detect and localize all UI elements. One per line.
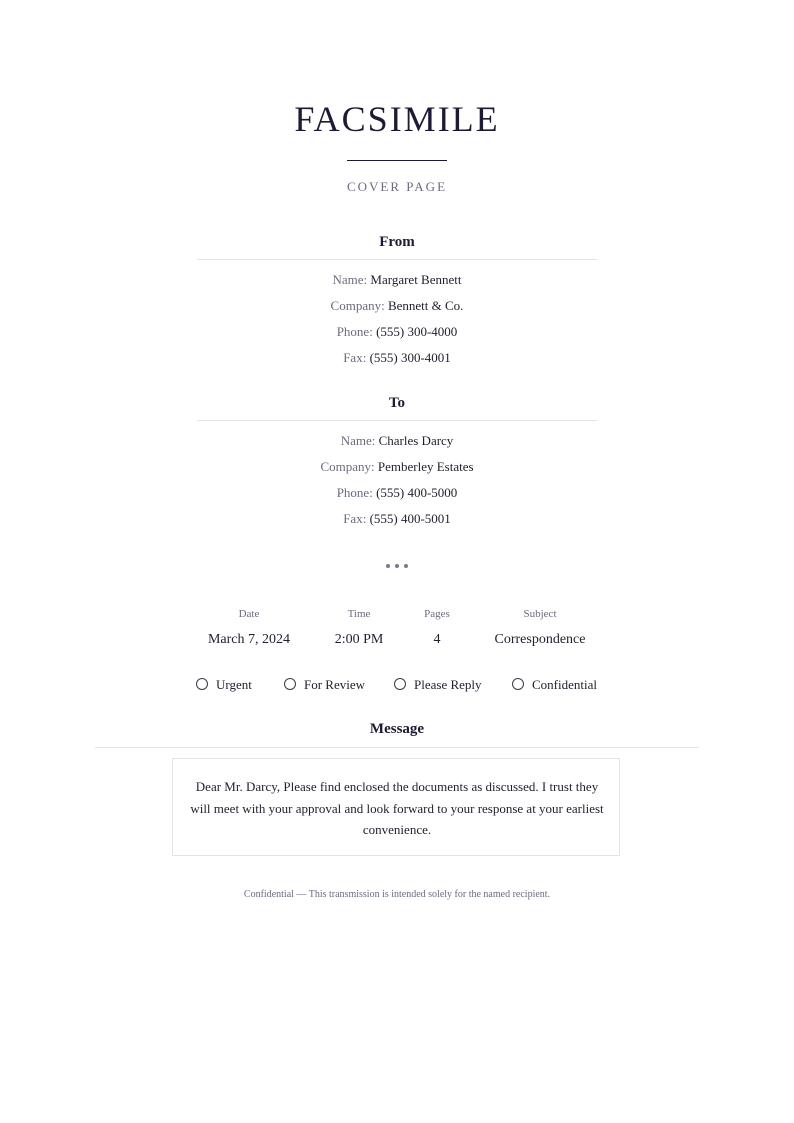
from-phone-label: Phone: xyxy=(336,324,373,339)
from-phone-row xyxy=(0,324,794,340)
confidential-label: Confidential xyxy=(532,677,597,692)
please-reply-label: Please Reply xyxy=(414,677,482,692)
confidentiality-footer: Confidential — This transmission is intended solely for the named recipient. xyxy=(243,889,551,900)
to-company-row xyxy=(0,459,794,475)
message-box xyxy=(172,758,620,856)
title-divider xyxy=(347,160,447,161)
for-review-radio-icon[interactable] xyxy=(284,678,296,690)
ornament-dots xyxy=(385,564,411,570)
date-value: March 7, 2024 xyxy=(207,632,291,647)
from-heading: From xyxy=(379,234,415,250)
to-fax-label: Fax: xyxy=(343,511,367,526)
message-divider xyxy=(95,747,699,748)
to-phone-label: Phone: xyxy=(336,485,373,500)
to-heading: To xyxy=(388,395,406,411)
to-fax-value: (555) 400-5001 xyxy=(369,511,451,526)
to-divider xyxy=(197,420,597,421)
ornament-dot xyxy=(404,564,408,568)
document-title: FACSIMILE xyxy=(294,99,500,139)
ornament-dot xyxy=(395,564,399,568)
document-subtitle: COVER PAGE xyxy=(346,179,448,194)
from-fax-value: (555) 300-4001 xyxy=(369,350,451,365)
subject-label: Subject xyxy=(523,608,557,620)
to-phone-row xyxy=(0,485,794,501)
time-value: 2:00 PM xyxy=(334,632,384,647)
to-company-label: Company: xyxy=(320,459,375,474)
fax-options xyxy=(0,676,794,696)
confidential-radio-icon[interactable] xyxy=(512,678,524,690)
urgent-label: Urgent xyxy=(216,677,252,692)
from-name-label: Name: xyxy=(332,272,368,287)
pages-value: 4 xyxy=(433,632,441,647)
from-fax-label: Fax: xyxy=(343,350,367,365)
from-company-row xyxy=(0,298,794,314)
from-fax-row xyxy=(0,350,794,366)
to-name-label: Name: xyxy=(340,433,376,448)
date-label: Date xyxy=(238,608,260,620)
date-column xyxy=(199,608,299,648)
subject-value: Correspondence xyxy=(494,632,586,647)
to-name-value: Charles Darcy xyxy=(378,433,454,448)
from-name-value: Margaret Bennett xyxy=(370,272,462,287)
from-company-value: Bennett & Co. xyxy=(387,298,464,313)
message-heading: Message xyxy=(369,721,425,737)
to-phone-value: (555) 400-5000 xyxy=(376,485,458,500)
from-divider xyxy=(197,259,597,260)
pages-column xyxy=(417,608,457,648)
from-name-row xyxy=(0,272,794,288)
urgent-radio-icon[interactable] xyxy=(196,678,208,690)
to-fax-row xyxy=(0,511,794,527)
subject-column xyxy=(481,608,599,648)
time-label: Time xyxy=(347,608,371,620)
from-company-label: Company: xyxy=(330,298,385,313)
to-name-row xyxy=(0,433,794,449)
time-column xyxy=(323,608,395,648)
ornament-dot xyxy=(386,564,390,568)
from-phone-value: (555) 300-4000 xyxy=(376,324,458,339)
please-reply-radio-icon[interactable] xyxy=(394,678,406,690)
for-review-label: For Review xyxy=(304,677,366,692)
to-company-value: Pemberley Estates xyxy=(377,459,474,474)
message-body: Dear Mr. Darcy, Please find enclosed the documents as discussed. I trust they will meet with your approval and look forward to your response at your earliest convenience. xyxy=(190,779,604,837)
pages-label: Pages xyxy=(424,608,450,620)
